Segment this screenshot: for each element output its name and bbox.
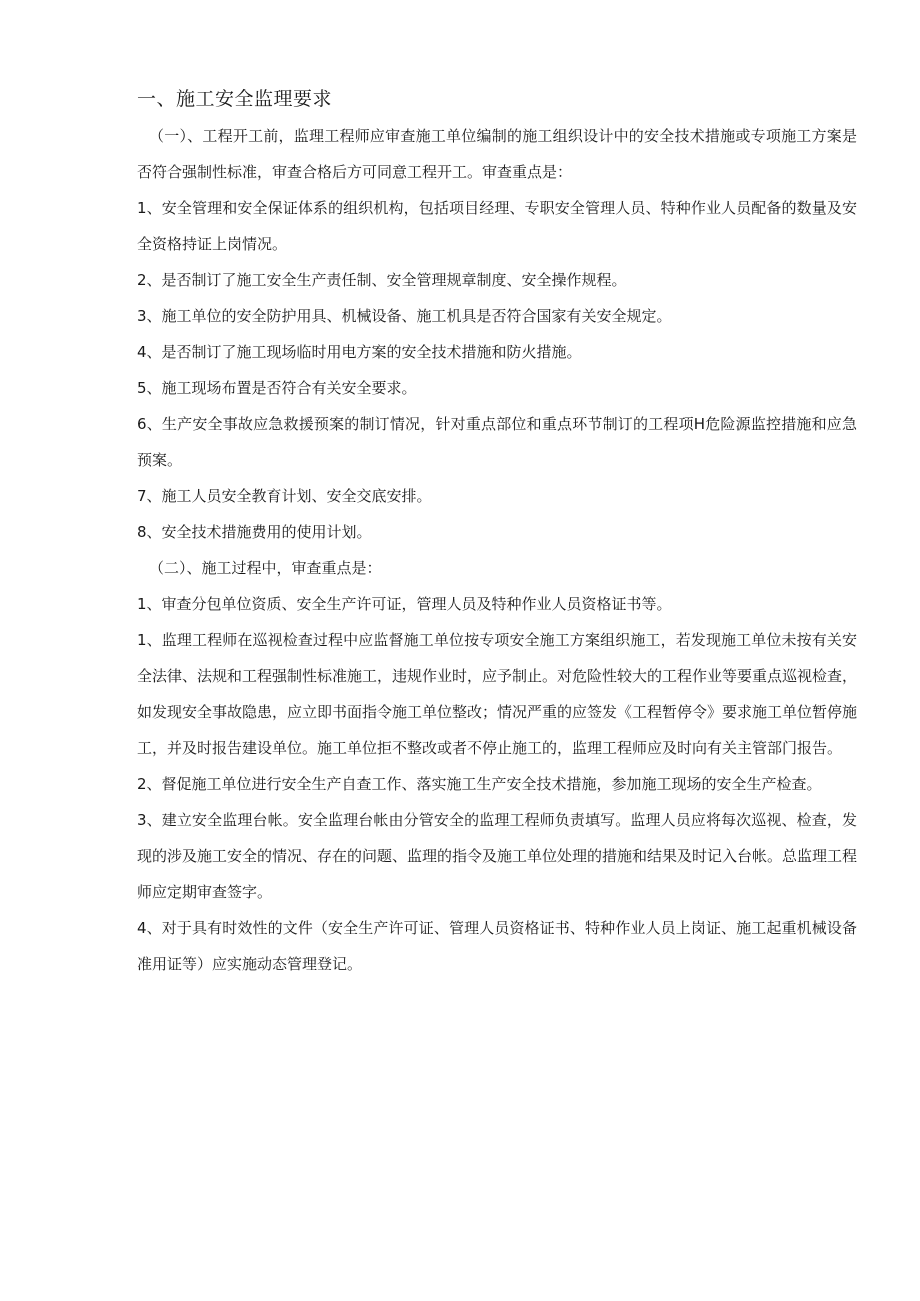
paragraph-item-2b: 2、督促施工单位进行安全生产自查工作、落实施工生产安全技术措施，参加施工现场的安全生产检查。	[137, 775, 822, 793]
paragraph-item-4: 4、是否制订了施工现场临时用电方案的安全技术措施和防火措施。	[137, 343, 582, 361]
paragraph-subsection-2: （二）、施工过程中，审查重点是：	[149, 559, 382, 577]
paragraph-item-1b: 1、监理工程师在巡视检查过程中应监督施工单位按专项安全施工方案组织施工，若发现施工单位未按有关安全法律、法规和工程强制性标准施工，违规作业时，应予制止。对危险性较大的工程作业等要重点巡视检查，如发现安全事故隐患，应立即书面指令施工单位整改；情况严重的应签发《工程暂停令》要求施工单位暂停施工，并及时报告建设单位。施工单位拒不整改或者不停止施工的，监理工程师应及时向有关主管部门报告。	[137, 631, 858, 757]
paragraph-item-1a: 1、审查分包单位资质、安全生产许可证，管理人员及特种作业人员资格证书等。	[137, 595, 672, 613]
paragraph-item-6: 6、生产安全事故应急救援预案的制订情况，针对重点部位和重点环节制订的工程项H危险源监控措施和应急预案。	[137, 415, 857, 469]
paragraph-item-1: 1、安全管理和安全保证体系的组织机构，包括项目经理、专职安全管理人员、特种作业人员配备的数量及安全资格持证上岗情况。	[137, 199, 857, 253]
paragraph-item-4b: 4、对于具有时效性的文件（安全生产许可证、管理人员资格证书、特种作业人员上岗证、施工起重机械设备准用证等）应实施动态管理登记。	[137, 919, 857, 973]
paragraph-subsection-1: （一）、工程开工前，监理工程师应审查施工单位编制的施工组织设计中的安全技术措施或专项施工方案是否符合强制性标准，审查合格后方可同意工程开工。审查重点是：	[137, 127, 857, 181]
paragraph-item-8: 8、安全技术措施费用的使用计划。	[137, 523, 372, 541]
section-heading: 一、施工安全监理要求	[137, 88, 333, 110]
paragraph-item-2: 2、是否制订了施工安全生产责任制、安全管理规章制度、安全操作规程。	[137, 271, 627, 289]
document-page	[137, 84, 857, 982]
paragraph-item-5: 5、施工现场布置是否符合有关安全要求。	[137, 379, 417, 397]
paragraph-item-7: 7、施工人员安全教育计划、安全交底安排。	[137, 487, 432, 505]
paragraph-item-3b: 3、建立安全监理台帐。安全监理台帐由分管安全的监理工程师负责填写。监理人员应将每次巡视、检查，发现的涉及施工安全的情况、存在的问题、监理的指令及施工单位处理的措施和结果及时记入台帐。总监理工程师应定期审查签字。	[137, 811, 858, 901]
paragraph-item-3: 3、施工单位的安全防护用具、机械设备、施工机具是否符合国家有关安全规定。	[137, 307, 672, 325]
